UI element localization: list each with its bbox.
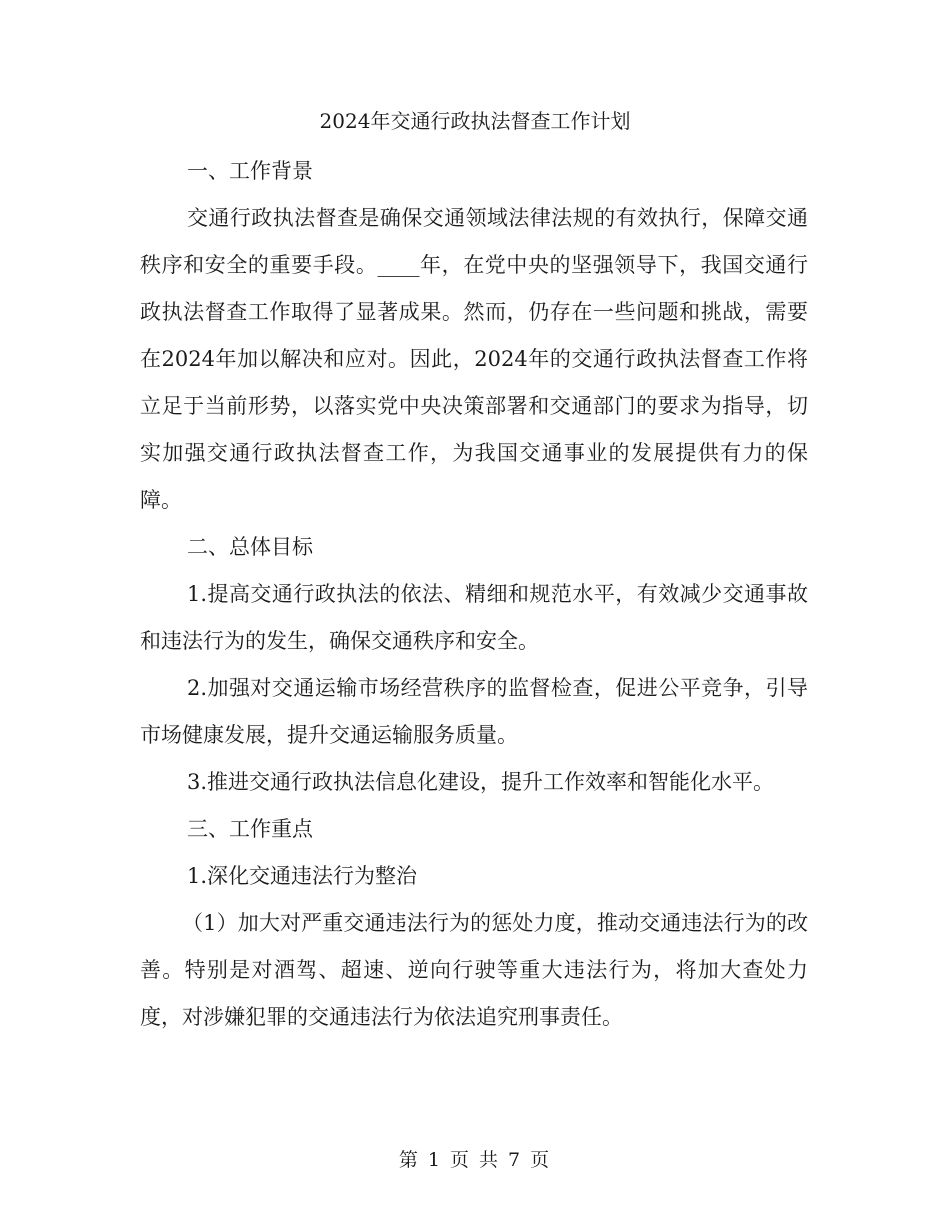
paragraph-goal-3: 3.推进交通行政执法信息化建设，提升工作效率和智能化水平。 xyxy=(187,770,775,794)
document-body xyxy=(140,148,808,1041)
document-title: 2024年交通行政执法督查工作计划 xyxy=(319,109,631,133)
section-heading-priorities: 三、工作重点 xyxy=(187,817,313,841)
subheading-priority-1: 1.深化交通违法行为整治 xyxy=(187,864,418,888)
section-heading-background: 一、工作背景 xyxy=(187,159,313,183)
paragraph-priority-1-1: （1）加大对严重交通违法行为的惩处力度，推动交通违法行为的改善。特别是对酒驾、超速、逆向行驶等重大违法行为，将加大查处力度，对涉嫌犯罪的交通违法行为依法追究刑事责任。 xyxy=(140,911,808,1029)
paragraph-background: 交通行政执法督查是确保交通领域法律法规的有效执行，保障交通秩序和安全的重要手段。____年，在党中央的坚强领导下，我国交通行政执法督查工作取得了显著成果。然而，仍存在一些问题和挑战，需要在2024年加以解决和应对。因此，2024年的交通行政执法督查工作将立足于当前形势，以落实党中央决策部署和交通部门的要求为指导，切实加强交通行政执法督查工作，为我国交通事业的发展提供有力的保障。 xyxy=(140,206,808,512)
paragraph-goal-1: 1.提高交通行政执法的依法、精细和规范水平，有效减少交通事故和违法行为的发生，确保交通秩序和安全。 xyxy=(140,582,808,653)
paragraph-goal-2: 2.加强对交通运输市场经营秩序的监督检查，促进公平竞争，引导市场健康发展，提升交通运输服务质量。 xyxy=(140,676,808,747)
page-footer: 第 1 页 共 7 页 xyxy=(398,1149,552,1171)
section-heading-goals: 二、总体目标 xyxy=(187,535,313,559)
